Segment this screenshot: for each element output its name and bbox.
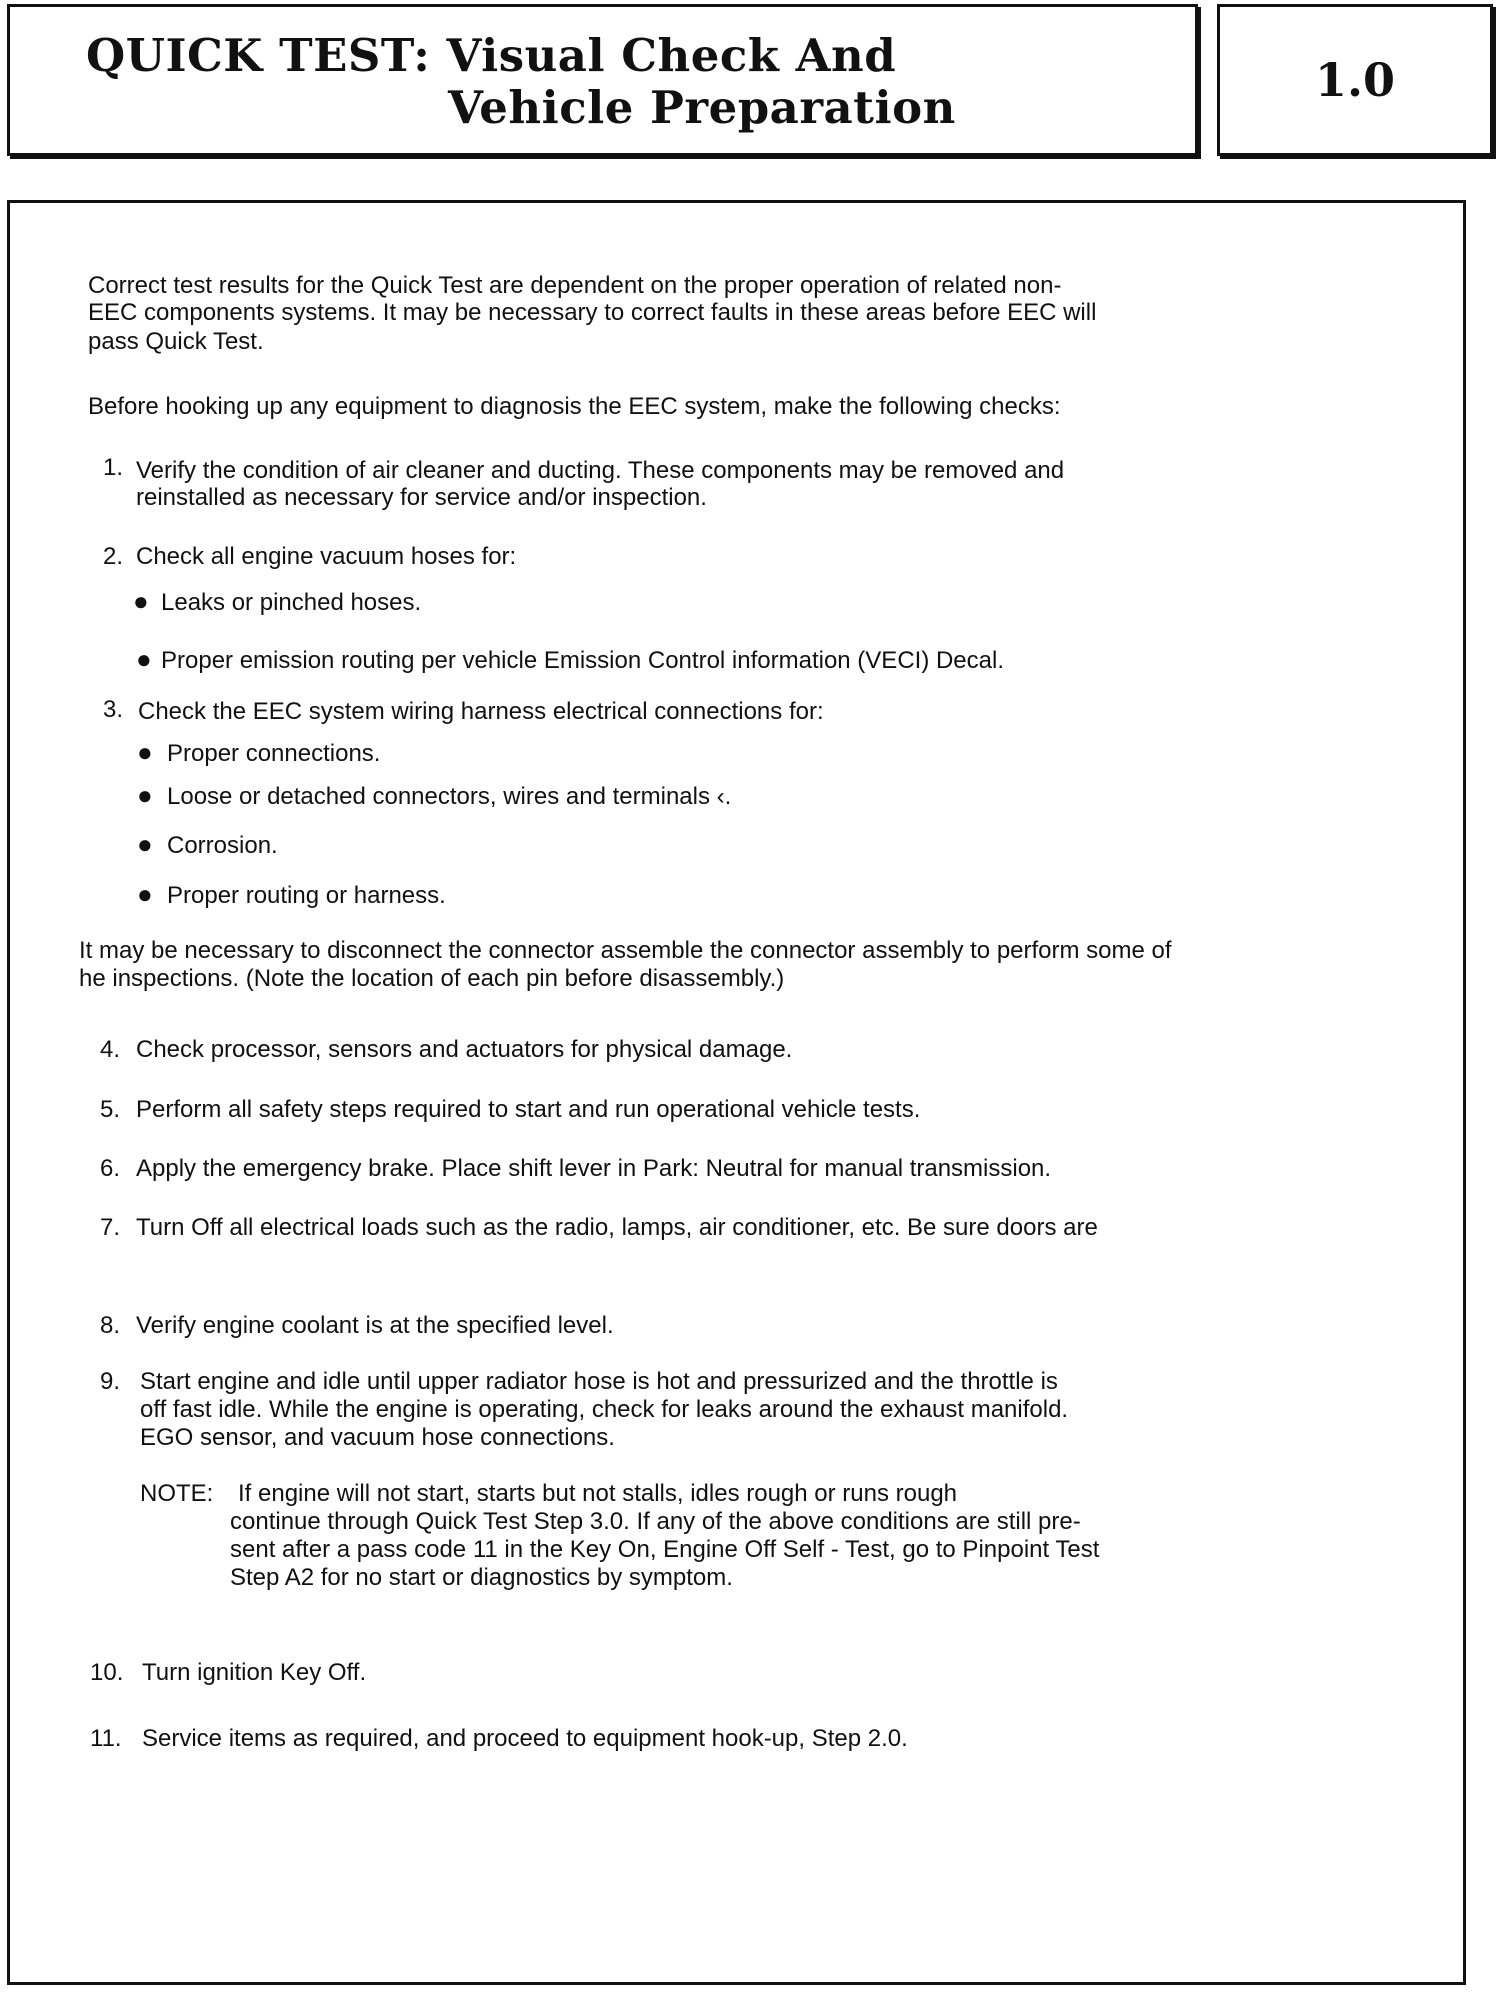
step-2-bullet-2: Proper emission routing per vehicle Emission Control information (VECI) Decal. [161, 647, 1004, 674]
section-number: 1.0 [1314, 53, 1396, 107]
step-4-text: Check processor, sensors and actuators for physical damage. [136, 1036, 793, 1063]
step-6-text: Apply the emergency brake. Place shift lever in Park: Neutral for manual transmission. [136, 1155, 1052, 1182]
step-2-number: 2. [103, 543, 124, 570]
step-2-text: Check all engine vacuum hoses for: [136, 543, 517, 570]
connector-note-line-2: he inspections. (Note the location of each pin before disassembly.) [79, 965, 785, 992]
step-3-bullet-4: Proper routing or harness. [167, 882, 446, 909]
step-2-bullet-1: Leaks or pinched hoses. [161, 589, 422, 616]
step-3-number: 3. [103, 696, 124, 723]
note-line-4: Step A2 for no start or diagnostics by symptom. [230, 1564, 733, 1591]
before-checks-text: Before hooking up any equipment to diagnosis the EEC system, make the following checks: [88, 393, 1061, 420]
note-label: NOTE: [140, 1480, 214, 1507]
page-title-line1: QUICK TEST: Visual Check And [86, 29, 897, 82]
step-9-line-1: Start engine and idle until upper radiator hose is hot and pressurized and the throttle is [140, 1368, 1058, 1395]
step-4-number: 4. [100, 1036, 121, 1063]
step-5-text: Perform all safety steps required to start and run operational vehicle tests. [136, 1096, 921, 1123]
step-10-number: 10. [90, 1659, 124, 1686]
note-line-3: sent after a pass code 11 in the Key On, Engine Off Self - Test, go to Pinpoint Test [230, 1536, 1100, 1563]
step-3-text: Check the EEC system wiring harness electrical connections for: [138, 698, 824, 725]
step-1-line-1: Verify the condition of air cleaner and ducting. These components may be removed and [136, 457, 1065, 484]
step-11-number: 11. [90, 1725, 122, 1752]
step-11-text: Service items as required, and proceed to equipment hook-up, Step 2.0. [142, 1725, 908, 1752]
title-box [7, 4, 1198, 156]
step-5-number: 5. [100, 1096, 121, 1123]
step-9-line-3: EGO sensor, and vacuum hose connections. [140, 1424, 615, 1451]
note-line-1: If engine will not start, starts but not stalls, idles rough or runs rough [238, 1480, 958, 1507]
step-7-text: Turn Off all electrical loads such as the radio, lamps, air conditioner, etc. Be sure doors are [136, 1214, 1098, 1241]
intro-line-1: Correct test results for the Quick Test are dependent on the proper operation of related non- [88, 272, 1062, 299]
bullet-icon: ● [136, 644, 152, 674]
step-3-bullet-1: Proper connections. [167, 740, 381, 767]
connector-note-line-1: It may be necessary to disconnect the connector assemble the connector assembly to perform some of [79, 937, 1172, 964]
step-6-number: 6. [100, 1155, 121, 1182]
bullet-icon: ● [137, 737, 153, 767]
section-number-box [1217, 4, 1493, 156]
bullet-icon: ● [137, 780, 153, 810]
bullet-icon: ● [137, 829, 153, 859]
step-9-number: 9. [100, 1368, 121, 1395]
step-3-bullet-3: Corrosion. [167, 832, 278, 859]
intro-line-2: EEC components systems. It may be necessary to correct faults in these areas before EEC will [88, 299, 1097, 326]
step-8-number: 8. [100, 1312, 121, 1339]
page-title-line2: Vehicle Preparation [448, 81, 956, 134]
step-8-text: Verify engine coolant is at the specified level. [136, 1312, 614, 1339]
step-1-number: 1. [103, 454, 124, 481]
step-1-line-2: reinstalled as necessary for service and/or inspection. [136, 484, 707, 511]
step-10-text: Turn ignition Key Off. [142, 1659, 367, 1686]
bullet-icon: ● [133, 586, 149, 616]
note-line-2: continue through Quick Test Step 3.0. If any of the above conditions are still pre- [230, 1508, 1081, 1535]
step-3-bullet-2: Loose or detached connectors, wires and terminals ‹. [167, 783, 732, 810]
intro-line-3: pass Quick Test. [88, 328, 264, 355]
step-7-number: 7. [100, 1214, 121, 1241]
bullet-icon: ● [137, 879, 153, 909]
step-9-line-2: off fast idle. While the engine is operating, check for leaks around the exhaust manifold. [140, 1396, 1069, 1423]
